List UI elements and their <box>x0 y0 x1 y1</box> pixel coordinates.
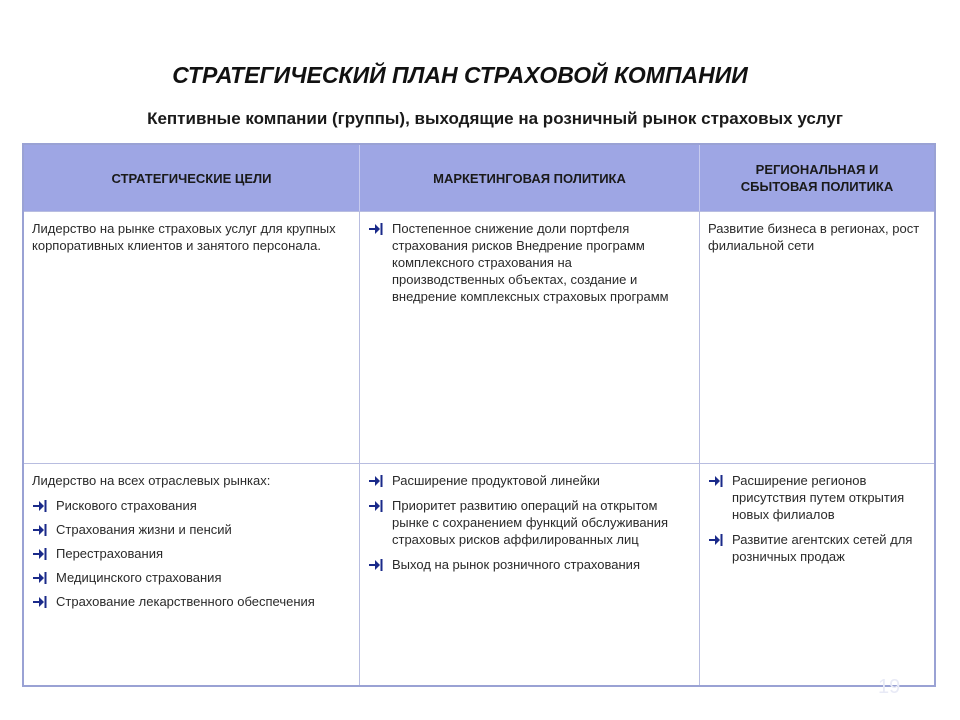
arrow-bar-icon <box>368 474 384 488</box>
list-item-text: Расширение регионов присутствия путем открытия новых филиалов <box>732 473 905 522</box>
page-subtitle: Кептивные компании (группы), выходящие на розничный рынок страховых услуг <box>147 109 843 128</box>
arrow-bar-icon <box>32 595 48 609</box>
list-item <box>368 472 687 489</box>
row1-marketing-cell <box>359 211 699 463</box>
list-item <box>32 569 347 586</box>
row2-goal-intro: Лидерство на всех отраслевых рынках: <box>32 473 271 488</box>
header-strategic-goals: СТРАТЕГИЧЕСКИЕ ЦЕЛИ <box>24 145 359 211</box>
list-item-text: Выход на рынок розничного страхования <box>392 557 640 572</box>
arrow-bar-icon <box>32 547 48 561</box>
list-item-text: Расширение продуктовой линейки <box>392 473 600 488</box>
arrow-bar-icon <box>32 523 48 537</box>
arrow-bar-icon <box>368 222 384 236</box>
row1-goal-text: Лидерство на рынке страховых услуг для крупных корпоративных клиентов и занятого персонала. <box>32 221 336 253</box>
list-item-text: Страхования жизни и пенсий <box>56 522 232 537</box>
list-item <box>32 521 347 538</box>
arrow-bar-icon <box>32 571 48 585</box>
list-item-text: Перестрахования <box>56 546 164 561</box>
row1-regional-text: Развитие бизнеса в регионах, рост филиальной сети <box>708 221 920 253</box>
arrow-bar-icon <box>708 533 724 547</box>
arrow-bar-icon <box>708 474 724 488</box>
list-item <box>32 593 347 610</box>
list-item-text: Медицинского страхования <box>56 570 222 585</box>
list-item <box>708 531 922 565</box>
header-regional-policy: РЕГИОНАЛЬНАЯ И СБЫТОВАЯ ПОЛИТИКА <box>699 145 934 211</box>
list-item <box>32 545 347 562</box>
row2-goal-cell <box>24 463 359 685</box>
arrow-bar-icon <box>32 499 48 513</box>
list-item-text: Приоритет развитию операций на открытом рынке с сохранением функций обслуживания страховых рисков аффилированных лиц <box>392 498 669 547</box>
list-item <box>368 497 687 548</box>
list-item <box>32 497 347 514</box>
page-title: СТРАТЕГИЧЕСКИЙ ПЛАН СТРАХОВОЙ КОМПАНИИ <box>172 62 748 88</box>
row2-regional-cell <box>699 463 934 685</box>
arrow-bar-icon <box>368 499 384 513</box>
row1-regional-cell <box>699 211 934 463</box>
arrow-bar-icon <box>368 558 384 572</box>
list-item <box>368 220 687 305</box>
header-marketing-policy: МАРКЕТИНГОВАЯ ПОЛИТИКА <box>359 145 699 211</box>
page-number: 19 <box>878 676 901 698</box>
list-item <box>368 556 687 573</box>
row2-marketing-cell <box>359 463 699 685</box>
strategy-table <box>22 143 936 687</box>
row1-goal-cell <box>24 211 359 463</box>
list-item <box>708 472 922 523</box>
list-item-text: Постепенное снижение доли портфеля страхования рисков Внедрение программ комплексного страхования на производственных объектах, создание и внедрение комплексных страховых программ <box>392 221 669 304</box>
list-item-text: Рискового страхования <box>56 498 197 513</box>
list-item-text: Страхование лекарственного обеспечения <box>56 594 315 609</box>
list-item-text: Развитие агентских сетей для розничных продаж <box>732 532 913 564</box>
